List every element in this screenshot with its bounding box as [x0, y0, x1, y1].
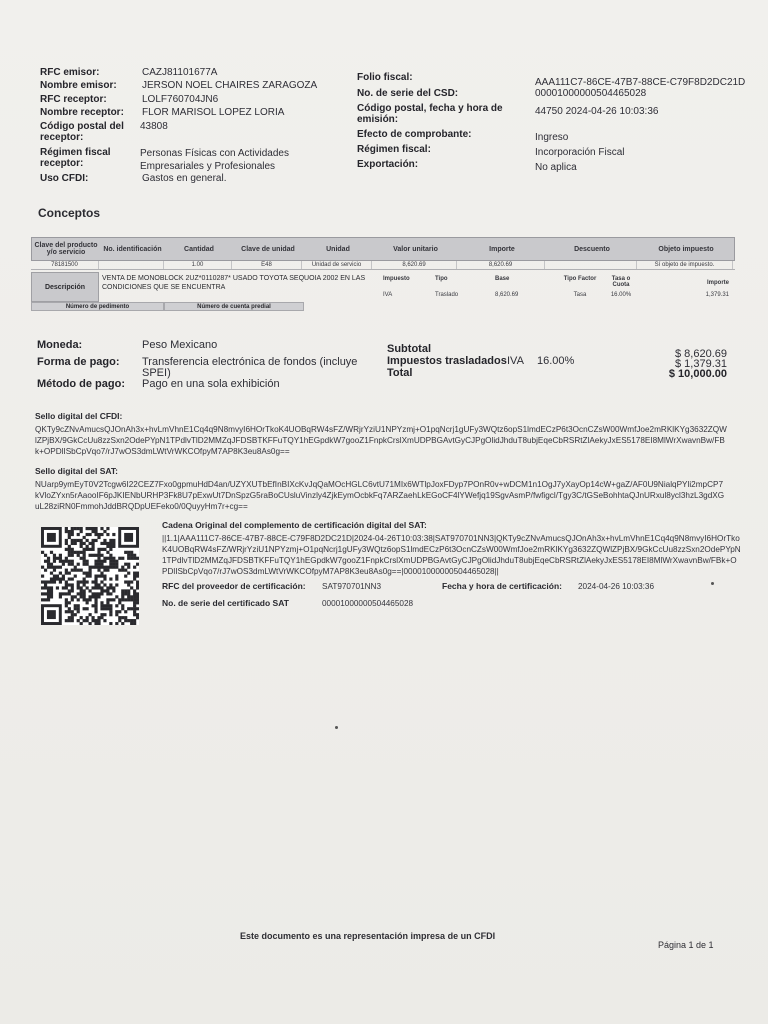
- th-clave-unidad: Clave de unidad: [241, 245, 295, 253]
- forma-pago-row: [37, 357, 377, 379]
- cp-receptor-row: [40, 121, 340, 147]
- tax-th-tipo-factor: Tipo Factor: [563, 276, 597, 282]
- impuestos-tipo: IVA: [507, 355, 524, 367]
- th-descuento: Descuento: [574, 245, 610, 253]
- payment-block: [37, 340, 377, 396]
- impuestos-value: $ 1,379.31: [675, 358, 727, 370]
- serie-sat-label: No. de serie del certificado SAT: [162, 598, 289, 608]
- cp-fecha-label: Código postal, fecha y hora de emisión:: [357, 103, 503, 125]
- stray-dot: [711, 582, 714, 585]
- impuestos-label: Impuestos trasladados: [387, 355, 507, 367]
- descripcion-row: [31, 272, 735, 302]
- regimen-receptor-value: Personas Físicas con Actividades Empresariales y Profesionales: [140, 147, 289, 172]
- td-clave-producto: 78181500: [31, 261, 99, 269]
- regimen-receptor-label: Régimen fiscal receptor:: [40, 146, 111, 169]
- tax-th-base: Base: [495, 276, 510, 282]
- exportacion-value: No aplica: [535, 162, 577, 173]
- uso-cfdi-row: [40, 173, 340, 186]
- sello-sat-value: NUarp9ymEyT0V2Tcgw6I22CEZ7Fxo0gpmuHdD4an/UZYXUTbEfInBIXcKvJqQaMOcHGLC6vtU71MIx6WTlpJoxFDyp7POnR0v+wDCM1n1OgJ7yXayOp14cW+gaZ/AF0U9NialqPYli2mpCP7kVloZYxn5rAaooIF6pJKIENbURHP3Fk8U7pExwUt7DnSpzG5raBoCUsluVinzly4ZjkEymOcbkFq7ARZaehLkEGoCF4lYWefjq19SgvAsmP/fwfigcl/Tgy3C/tGSeBohhtaQJnURxul8ycl3hzL3gdXGuL28ziRN0FmmohJddBRQDpUEFeko0/0QuyyHm7r+cg==: [35, 480, 725, 511]
- rfc-receptor-value: LOLF760704JN6: [142, 93, 219, 105]
- moneda-value: Peso Mexicano: [142, 339, 218, 351]
- subtotal-value: $ 8,620.69: [675, 348, 727, 360]
- th-valor-unitario: Valor unitario: [393, 245, 438, 253]
- regimen-row: [357, 144, 757, 159]
- cadena-label: Cadena Original del complemento de certificación digital del SAT:: [162, 520, 427, 530]
- uso-cfdi-value: Gastos en general.: [142, 172, 227, 184]
- metodo-pago-value: Pago en una sola exhibición: [142, 378, 280, 390]
- cp-fecha-row: [357, 103, 757, 129]
- rfc-prov-value: SAT970701NN3: [322, 582, 382, 591]
- nombre-receptor-value: FLOR MARISOL LOPEZ LORIA: [142, 107, 285, 119]
- cert-row: [162, 581, 742, 592]
- nombre-receptor-label: Nombre receptor:: [40, 107, 124, 119]
- metodo-pago-row: [37, 379, 377, 396]
- tax-td-base: 8,620.69: [495, 292, 519, 298]
- folio-value: AAA111C7-86CE-47B7-88CE-C79F8D2DC21D: [535, 77, 746, 88]
- cp-receptor-value: 43808: [140, 120, 168, 132]
- qr-code-image: [41, 527, 139, 625]
- serie-sat-value: 00001000000504465028: [322, 599, 414, 608]
- serie-csd-value: 00001000000504465028: [535, 88, 647, 99]
- th-importe: Importe: [489, 245, 515, 253]
- fiscal-block: [357, 72, 757, 174]
- td-valor-unitario: 8,620.69: [372, 261, 457, 269]
- impuestos-tasa: 16.00%: [537, 355, 575, 367]
- conceptos-title: Conceptos: [38, 206, 101, 220]
- sello-cfdi-label: Sello digital del CFDI:: [35, 411, 123, 421]
- nombre-emisor-label: Nombre emisor:: [40, 80, 117, 92]
- td-importe: 8,620.69: [457, 261, 545, 269]
- totals-block: [387, 344, 727, 380]
- uso-cfdi-label: Uso CFDI:: [40, 172, 89, 184]
- cadena-block: [162, 520, 742, 609]
- moneda-label: Moneda:: [37, 339, 83, 351]
- pedimento-label: Número de pedimento: [31, 302, 164, 311]
- cp-fecha-value: 44750 2024-04-26 10:03:36: [535, 106, 659, 117]
- impuestos-row: [387, 356, 727, 368]
- td-no-identificacion: [99, 261, 164, 269]
- td-objeto-impuesto: Sí objeto de impuesto.: [637, 261, 733, 269]
- fecha-cert-value: 2024-04-26 10:03:36: [578, 582, 655, 591]
- tax-row: [383, 292, 735, 298]
- conceptos-table: [31, 237, 735, 311]
- tax-td-tipo: Traslado: [435, 292, 459, 298]
- fecha-cert-label: Fecha y hora de certificación:: [442, 581, 562, 591]
- rfc-receptor-label: RFC receptor:: [40, 93, 107, 105]
- sello-sat-label: Sello digital del SAT:: [35, 466, 118, 476]
- rfc-emisor-label: RFC emisor:: [40, 67, 100, 78]
- exportacion-row: [357, 159, 757, 174]
- metodo-pago-label: Método de pago:: [37, 378, 125, 390]
- tax-td-impuesto: IVA: [383, 292, 393, 298]
- descripcion-label: Descripción: [31, 272, 99, 302]
- tax-td-importe: 1,379.31: [705, 292, 729, 298]
- folio-row: [357, 72, 757, 88]
- regimen-receptor-row: [40, 147, 340, 173]
- forma-pago-label: Forma de pago:: [37, 356, 120, 368]
- th-unidad: Unidad: [326, 245, 350, 253]
- stray-dot: [335, 726, 338, 729]
- sello-cfdi-block: [35, 411, 727, 457]
- regimen-label: Régimen fiscal:: [357, 144, 431, 155]
- total-value: $ 10,000.00: [668, 368, 727, 380]
- nombre-emisor-value: JERSON NOEL CHAIRES ZARAGOZA: [142, 80, 318, 92]
- serie-sat-row: [162, 598, 742, 609]
- tax-header: [383, 276, 735, 288]
- emitter-block: [40, 67, 340, 186]
- page-number: Página 1 de 1: [658, 940, 714, 950]
- tax-td-tipo-factor: Tasa: [573, 292, 587, 298]
- rfc-receptor-row: [40, 94, 340, 107]
- footer-text: Este documento es una representación impresa de un CFDI: [240, 931, 496, 941]
- rfc-prov-label: RFC del proveedor de certificación:: [162, 581, 306, 591]
- td-unidad: Unidad de servicio: [302, 261, 372, 269]
- th-cantidad: Cantidad: [184, 245, 214, 253]
- pedimento-row: [31, 302, 735, 311]
- tax-detail: [371, 272, 735, 302]
- td-cantidad: 1.00: [164, 261, 232, 269]
- tax-th-tipo: Tipo: [435, 276, 448, 282]
- th-no-identificacion: No. identificación: [103, 245, 162, 253]
- qr-code: [41, 527, 139, 625]
- td-descuento: [545, 261, 637, 269]
- tax-td-tasa-cuota: 16.00%: [610, 292, 632, 298]
- folio-label: Folio fiscal:: [357, 72, 413, 83]
- regimen-value: Incorporación Fiscal: [535, 147, 625, 158]
- efecto-label: Efecto de comprobante:: [357, 129, 472, 140]
- cuenta-predial-label: Número de cuenta predial: [164, 302, 304, 311]
- efecto-row: [357, 129, 757, 144]
- sello-sat-block: [35, 466, 727, 512]
- th-objeto-impuesto: Objeto impuesto: [658, 245, 714, 253]
- moneda-row: [37, 340, 377, 357]
- total-label: Total: [387, 367, 413, 379]
- exportacion-label: Exportación:: [357, 159, 419, 170]
- serie-csd-label: No. de serie del CSD:: [357, 88, 459, 99]
- td-clave-unidad: E48: [232, 261, 302, 269]
- table-header: [31, 237, 735, 261]
- tax-th-impuesto: Impuesto: [383, 276, 410, 282]
- cp-receptor-label: Código postal del receptor:: [40, 120, 124, 143]
- subtotal-label: Subtotal: [387, 343, 431, 355]
- efecto-value: Ingreso: [535, 132, 569, 143]
- serie-csd-row: [357, 88, 757, 103]
- tax-th-tasa-cuota: Tasa o Cuota: [611, 276, 631, 288]
- rfc-emisor-row: [40, 67, 340, 80]
- descripcion-value: VENTA DE MONOBLOCK 2UZ*0110287* USADO TOYOTA SEQUOIA 2002 EN LAS CONDICIONES QUE SE ENCUENTRA: [102, 275, 366, 291]
- nombre-receptor-row: [40, 107, 340, 120]
- nombre-emisor-row: [40, 80, 340, 93]
- sello-cfdi-value: QKTy9cZNvAmucsQJOnAh3x+hvLmVhnE1Cq4q9N8mvyI6HOrTkoK4UOBqRW4sFZ/WRjrYziU1NPYzmj+O1pqNcrj1gUFy3WQtz6opS1lmdECzP6t3OcnCZsW00WmfJoe2mRKlKYg3632ZQWlZPjBX/9GkCcUu8zzSxn2OdePYpN1TPdlvTlD2MMZqJFDSBTKFFuTQY1hEGpdkW7gooZ1FnpkCrslXmUDPBGAvtGyCJPgOlidJhduT8ubjEqeCbRSRtZlAekyJxES5178EI8MlWrXwavnBw/FBk+OPDlISbCpVqo7/rJ7wOS3dmLWtVrWKCOfpyM7AP8K3eu8As0g==: [35, 425, 727, 456]
- total-row: [387, 368, 727, 380]
- forma-pago-value: Transferencia electrónica de fondos (incluye SPEI): [142, 356, 358, 379]
- table-row: [31, 261, 735, 270]
- cadena-value: ||1.1|AAA111C7-86CE-47B7-88CE-C79F8D2DC21D|2024-04-26T10:03:38|SAT970701NN3|QKTy9cZNvAmucsQJOnAh3x+hvLmVhnE1Cq4q9N8mvyI6HOrTkoK4UOBqRW4sFZ/WRjrYziU1NPYzmj+O1pqNcrj1gUFy3WQtz6opS1lmdECzP6t3OcnCZsW00WmfJoe2mRKlKYg3632ZQWlZPjBX/9GkCcUu8zzSxn2OdePYpN1TPdlvTlD2MMZqJFDSBTKFFuTQY1hEGpdkW7gooZ1FnpkCrslXmUDPBGAvtGyCJPgOlidJhduT8ubjEqeCbRSRtZlAekyJxES5178EI8MlWrXwavnBw/FBk+OPDlISbCpVqo7/rJ7wOS3dmLWtVrWKCOfpyM7AP8K3eu8As0g==|00001000000504465028||: [162, 534, 741, 576]
- tax-th-importe: Importe: [706, 280, 729, 286]
- rfc-emisor-value: CAZJ81101677A: [142, 67, 218, 78]
- th-clave-producto: Clave del producto y/o servicio: [34, 242, 98, 256]
